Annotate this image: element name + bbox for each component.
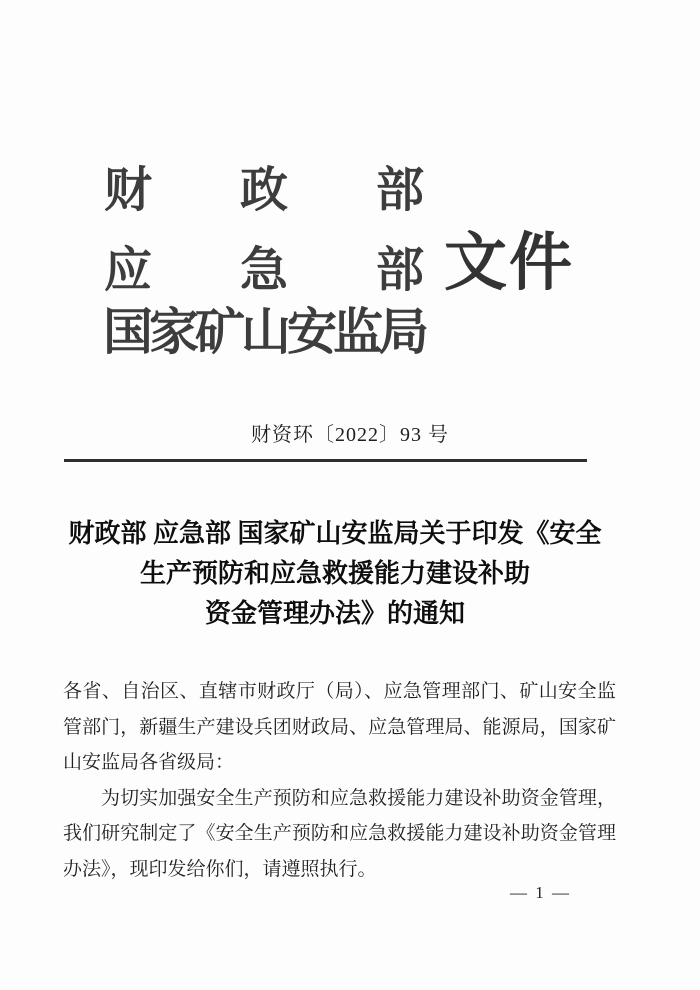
agency-char: 部 xyxy=(375,244,424,297)
agency-char: 部 xyxy=(375,164,424,217)
page-number: — 1 — xyxy=(510,883,571,902)
letterhead-row-2 xyxy=(104,228,574,298)
agency-char: 急 xyxy=(239,244,288,297)
letterhead-agency-emergency xyxy=(104,244,424,297)
title-line-3: 资金管理办法》的通知 xyxy=(204,599,465,628)
document-body xyxy=(63,674,616,887)
doc-reference-number: 财资环〔2022〕93 号 xyxy=(251,424,449,446)
agency-char: 财 xyxy=(104,164,153,217)
letterhead-agency-finance xyxy=(104,164,424,217)
main-paragraph: 为切实加强安全生产预防和应急救援能力建设补助资金管理，我们研究制定了《安全生产预防和应急救援能力建设补助资金管理办法》，现印发给你们，请遵照执行。 xyxy=(63,787,616,880)
agency-char: 应 xyxy=(104,244,153,297)
document-title xyxy=(25,514,645,634)
salutation-paragraph: 各省、自治区、直辖市财政厅（局）、应急管理部门、矿山安全监管部门，新疆生产建设兵团财政局、应急管理局、能源局，国家矿山安监局各省级局： xyxy=(63,681,616,773)
letterhead-agency-mine-safety: 国家矿山安监局 xyxy=(103,304,425,360)
doc-type-label: 文件 xyxy=(444,228,574,298)
letterhead-divider-rule xyxy=(64,459,587,462)
title-line-2: 生产预防和应急救援能力建设补助 xyxy=(139,559,530,588)
title-line-1: 财政部 应急部 国家矿山安监局关于印发《安全 xyxy=(68,519,602,548)
agency-char: 政 xyxy=(239,164,288,217)
